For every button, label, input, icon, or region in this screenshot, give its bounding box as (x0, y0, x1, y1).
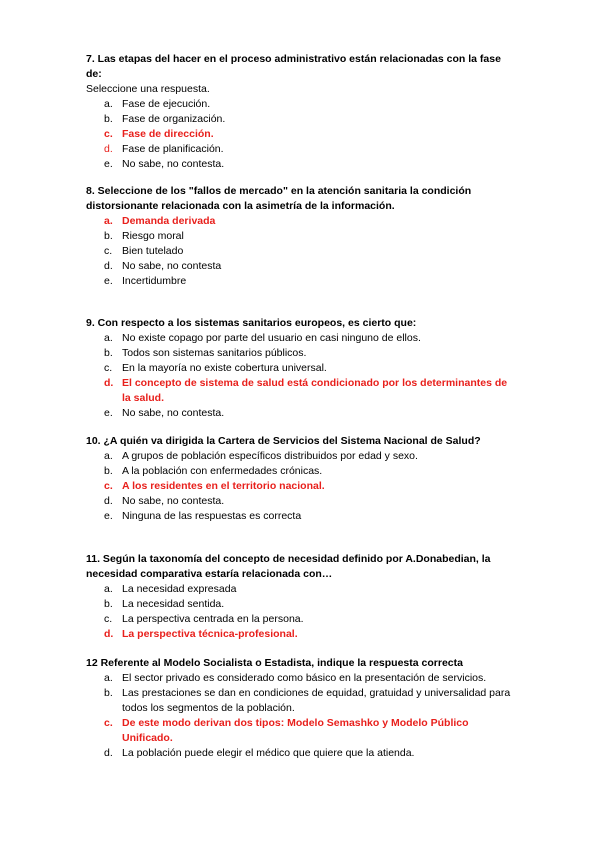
option-text: Bien tutelado (122, 245, 184, 257)
answer-option[interactable] (86, 406, 516, 421)
option-text: En la mayoría no existe cobertura universal. (122, 362, 327, 374)
option-letter: b. (104, 687, 113, 699)
option-letter: d. (104, 628, 114, 640)
option-letter: b. (104, 465, 113, 477)
option-text: No existe copago por parte del usuario en casi ninguno de ellos. (122, 332, 421, 344)
option-letter: b. (104, 230, 113, 242)
option-letter: c. (104, 613, 113, 625)
answer-option-correct[interactable] (86, 214, 516, 229)
option-letter: b. (104, 347, 113, 359)
answer-option[interactable] (86, 331, 516, 346)
option-text: No sabe, no contesta. (122, 158, 225, 170)
option-text: No sabe, no contesta (122, 260, 222, 272)
option-letter: c. (104, 128, 113, 140)
answer-list (86, 97, 516, 172)
option-letter: d. (104, 260, 113, 272)
option-text: Las prestaciones se dan en condiciones de equidad, gratuidad y universalidad para todos los segmentos de la población. (122, 687, 511, 714)
answer-option[interactable] (86, 112, 516, 127)
question-title: 12 Referente al Modelo Socialista o Estadista, indique la respuesta correcta (86, 657, 463, 669)
option-text: A grupos de población específicos distribuidos por edad y sexo. (122, 450, 418, 462)
answer-list (86, 331, 516, 421)
answer-option[interactable] (86, 494, 516, 509)
option-letter: a. (104, 450, 113, 462)
question-title: 10. ¿A quién va dirigida la Cartera de Servicios del Sistema Nacional de Salud? (86, 435, 481, 447)
option-text: La perspectiva técnica-profesional. (122, 628, 298, 640)
answer-option-correct[interactable] (86, 376, 516, 406)
option-text: La necesidad sentida. (122, 598, 225, 610)
option-text: Incertidumbre (122, 275, 187, 287)
option-letter: d. (104, 747, 113, 759)
option-letter: a. (104, 332, 113, 344)
option-text: Riesgo moral (122, 230, 184, 242)
option-letter: b. (104, 598, 113, 610)
option-letter: e. (104, 407, 113, 419)
option-letter: c. (104, 717, 113, 729)
question-7 (86, 52, 516, 172)
answer-option-correct[interactable] (86, 627, 516, 642)
answer-list (86, 449, 516, 524)
option-letter: a. (104, 583, 113, 595)
answer-option[interactable] (86, 229, 516, 244)
question-prompt: Seleccione una respuesta. (86, 83, 210, 95)
answer-option[interactable] (86, 464, 516, 479)
answer-option-correct[interactable] (86, 127, 516, 142)
option-letter: e. (104, 158, 113, 170)
answer-list (86, 214, 516, 289)
option-text: A la población con enfermedades crónicas. (122, 465, 323, 477)
question-12 (86, 656, 516, 761)
answer-option-correct[interactable] (86, 716, 516, 746)
option-letter: a. (104, 215, 113, 227)
option-letter: c. (104, 362, 113, 374)
answer-option[interactable] (86, 142, 516, 157)
answer-option[interactable] (86, 597, 516, 612)
option-letter: a. (104, 98, 113, 110)
answer-option[interactable] (86, 274, 516, 289)
option-text: A los residentes en el territorio nacional. (122, 480, 325, 492)
option-letter: c. (104, 480, 113, 492)
option-text: Ninguna de las respuestas es correcta (122, 510, 302, 522)
answer-list (86, 671, 516, 761)
answer-option[interactable] (86, 361, 516, 376)
option-text: La población puede elegir el médico que quiere que la atienda. (122, 747, 415, 759)
option-text: Fase de dirección. (122, 128, 214, 140)
option-text: La perspectiva centrada en la persona. (122, 613, 304, 625)
option-text: Todos son sistemas sanitarios públicos. (122, 347, 307, 359)
answer-list (86, 582, 516, 642)
answer-option[interactable] (86, 582, 516, 597)
answer-option[interactable] (86, 746, 516, 761)
option-text: El concepto de sistema de salud está condicionado por los determinantes de la salud. (122, 377, 508, 404)
answer-option[interactable] (86, 449, 516, 464)
option-letter: e. (104, 275, 113, 287)
answer-option-correct[interactable] (86, 479, 516, 494)
question-title: 7. Las etapas del hacer en el proceso administrativo están relacionadas con la fase de: (86, 53, 501, 80)
option-letter: a. (104, 672, 113, 684)
answer-option[interactable] (86, 346, 516, 361)
option-letter: d. (104, 143, 113, 155)
option-text: El sector privado es considerado como básico en la presentación de servicios. (122, 672, 487, 684)
option-letter: b. (104, 113, 113, 125)
option-text: Demanda derivada (122, 215, 216, 227)
question-title: 9. Con respecto a los sistemas sanitarios europeos, es cierto que: (86, 317, 417, 329)
answer-option[interactable] (86, 509, 516, 524)
answer-option[interactable] (86, 157, 516, 172)
answer-option[interactable] (86, 97, 516, 112)
question-10 (86, 434, 516, 524)
answer-option[interactable] (86, 612, 516, 627)
answer-option[interactable] (86, 671, 516, 686)
option-text: La necesidad expresada (122, 583, 237, 595)
option-text: De este modo derivan dos tipos: Modelo Semashko y Modelo Público Unificado. (122, 717, 469, 744)
question-title: 11. Según la taxonomía del concepto de necesidad definido por A.Donabedian, la necesidad comparativa estaría relacionada con… (86, 553, 491, 580)
question-title: 8. Seleccione de los "fallos de mercado" en la atención sanitaria la condición distorsionante relacionada con la asimetría de la información. (86, 185, 472, 212)
option-text: No sabe, no contesta. (122, 407, 225, 419)
option-text: Fase de organización. (122, 113, 226, 125)
question-9 (86, 316, 516, 421)
question-8 (86, 184, 516, 289)
question-11 (86, 552, 516, 642)
answer-option[interactable] (86, 259, 516, 274)
answer-option[interactable] (86, 244, 516, 259)
option-letter: e. (104, 510, 113, 522)
option-letter: c. (104, 245, 113, 257)
option-text: Fase de planificación. (122, 143, 224, 155)
answer-option[interactable] (86, 686, 516, 716)
option-letter: d. (104, 377, 114, 389)
option-letter: d. (104, 495, 113, 507)
option-text: No sabe, no contesta. (122, 495, 225, 507)
option-text: Fase de ejecución. (122, 98, 211, 110)
